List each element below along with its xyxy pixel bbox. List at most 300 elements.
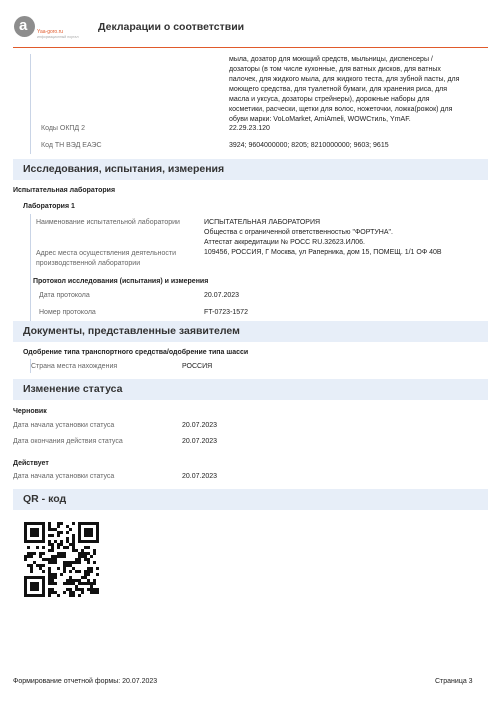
qr-module: [57, 522, 60, 525]
protocol-date-value: 20.07.2023: [204, 292, 240, 299]
draft-set-value: 20.07.2023: [182, 422, 218, 429]
qr-module: [84, 555, 87, 558]
lab-name-line: ИСПЫТАТЕЛЬНАЯ ЛАБОРАТОРИЯ: [204, 219, 321, 226]
qr-module: [81, 552, 84, 555]
qr-module: [30, 576, 33, 579]
qr-module: [87, 522, 90, 525]
qr-module: [42, 534, 45, 537]
qr-module: [96, 573, 99, 576]
qr-module: [66, 579, 69, 582]
qr-module: [36, 546, 39, 549]
qr-module: [87, 567, 90, 570]
qr-module: [78, 588, 81, 591]
qr-module: [51, 582, 54, 585]
qr-module: [27, 540, 30, 543]
lab-address-label-2: производственной лаборатории: [36, 260, 141, 267]
qr-module: [57, 534, 60, 537]
qr-module: [42, 528, 45, 531]
page-number: Страница 3: [435, 678, 473, 685]
qr-module: [72, 522, 75, 525]
qr-module: [69, 588, 72, 591]
qr-module: [96, 591, 99, 594]
okpd-label: Коды ОКПД 2: [41, 125, 86, 132]
qr-module: [63, 546, 66, 549]
qr-module: [66, 525, 69, 528]
qr-module: [78, 540, 81, 543]
qr-module: [81, 591, 84, 594]
qr-module: [51, 534, 54, 537]
qr-module: [81, 582, 84, 585]
qr-module: [24, 534, 27, 537]
qr-module: [42, 585, 45, 588]
qr-module: [87, 552, 90, 555]
qr-module: [57, 543, 60, 546]
qr-module: [60, 522, 63, 525]
qr-module: [78, 531, 81, 534]
qr-module: [30, 564, 33, 567]
section-title: Исследования, испытания, измерения: [23, 163, 225, 175]
qr-module: [90, 534, 93, 537]
qr-module: [96, 534, 99, 537]
qr-module: [42, 582, 45, 585]
qr-module: [66, 540, 69, 543]
qr-module: [57, 531, 60, 534]
qr-module: [27, 594, 30, 597]
qr-module: [63, 567, 66, 570]
qr-module: [27, 555, 30, 558]
qr-module: [36, 522, 39, 525]
qr-module: [54, 540, 57, 543]
qr-module: [84, 573, 87, 576]
qr-module: [90, 585, 93, 588]
qr-module: [48, 534, 51, 537]
qr-module: [24, 582, 27, 585]
qr-module: [36, 540, 39, 543]
qr-module: [36, 534, 39, 537]
qr-module: [90, 540, 93, 543]
qr-module: [36, 585, 39, 588]
qr-module: [87, 582, 90, 585]
qr-module: [24, 558, 27, 561]
page-title: Декларации о соответствии: [98, 21, 245, 33]
qr-module: [75, 579, 78, 582]
qr-module: [30, 594, 33, 597]
qr-module: [93, 561, 96, 564]
qr-module: [24, 522, 27, 525]
draft-set-label: Дата начала установки статуса: [13, 422, 115, 429]
qr-module: [33, 552, 36, 555]
qr-module: [27, 576, 30, 579]
qr-module: [75, 561, 78, 564]
qr-module: [51, 543, 54, 546]
qr-module: [48, 525, 51, 528]
qr-module: [63, 582, 66, 585]
qr-module: [54, 555, 57, 558]
qr-module: [93, 522, 96, 525]
report-generated-date: Формирование отчетной формы: 20.07.2023: [13, 678, 158, 685]
qr-module: [69, 564, 72, 567]
qr-module: [27, 546, 30, 549]
qr-module: [63, 555, 66, 558]
qr-module: [90, 588, 93, 591]
qr-module: [33, 528, 36, 531]
qr-module: [66, 564, 69, 567]
qr-module: [30, 552, 33, 555]
qr-module: [72, 594, 75, 597]
lab-rule: [30, 214, 31, 321]
qr-module: [72, 549, 75, 552]
qr-module: [81, 540, 84, 543]
qr-module: [78, 555, 81, 558]
qr-module: [48, 573, 51, 576]
qr-module: [33, 585, 36, 588]
qr-module: [81, 555, 84, 558]
qr-module: [30, 531, 33, 534]
lab-name-line: Общества с ограниченной ответственностью "ФОРТУНА".: [204, 229, 393, 236]
qr-module: [54, 558, 57, 561]
qr-module: [42, 576, 45, 579]
qr-module: [42, 522, 45, 525]
qr-module: [57, 546, 60, 549]
qr-module: [57, 594, 60, 597]
qr-module: [72, 579, 75, 582]
qr-module: [78, 552, 81, 555]
qr-module: [30, 567, 33, 570]
qr-module: [48, 582, 51, 585]
section-research: [13, 159, 488, 180]
qr-module: [24, 579, 27, 582]
qr-module: [48, 594, 51, 597]
active-set-value: 20.07.2023: [182, 473, 218, 480]
active-set-label: Дата начала установки статуса: [13, 473, 115, 480]
draft-end-label: Дата окончания действия статуса: [13, 438, 123, 445]
qr-module: [69, 570, 72, 573]
qr-module: [84, 540, 87, 543]
qr-module: [96, 528, 99, 531]
qr-module: [96, 525, 99, 528]
qr-module: [72, 582, 75, 585]
qr-module: [42, 594, 45, 597]
qr-module: [96, 567, 99, 570]
qr-module: [93, 552, 96, 555]
qr-module: [39, 540, 42, 543]
lab-heading: Испытательная лаборатория: [13, 187, 116, 194]
qr-module: [87, 579, 90, 582]
qr-module: [51, 555, 54, 558]
qr-module: [63, 591, 66, 594]
logo-site-name: Yaa-goro.ru: [37, 29, 64, 35]
qr-module: [66, 531, 69, 534]
qr-module: [90, 528, 93, 531]
qr-module: [90, 582, 93, 585]
qr-module: [87, 528, 90, 531]
qr-code-icon: [24, 522, 99, 597]
qr-module: [75, 588, 78, 591]
qr-module: [87, 540, 90, 543]
lab-name-label: Наименование испытательной лаборатории: [36, 219, 180, 226]
qr-module: [90, 555, 93, 558]
draft-end-value: 20.07.2023: [182, 438, 218, 445]
qr-module: [54, 573, 57, 576]
qr-module: [51, 546, 54, 549]
qr-module: [87, 546, 90, 549]
qr-module: [54, 591, 57, 594]
tnved-value: 3924; 9604000000; 8205; 8210000000; 9603; 9615: [229, 142, 389, 149]
qr-module: [66, 546, 69, 549]
qr-module: [78, 582, 81, 585]
qr-module: [84, 576, 87, 579]
qr-module: [72, 537, 75, 540]
qr-module: [81, 588, 84, 591]
logo-letter: a: [19, 17, 28, 34]
qr-module: [42, 540, 45, 543]
qr-module: [33, 561, 36, 564]
qr-module: [51, 588, 54, 591]
protocol-date-label: Дата протокола: [39, 292, 90, 299]
qr-module: [30, 555, 33, 558]
qr-module: [24, 555, 27, 558]
description-line: масла и уксуса, дозаторы стрейнеры), дорожные наборы для: [229, 96, 430, 103]
qr-module: [93, 582, 96, 585]
qr-module: [42, 537, 45, 540]
qr-module: [39, 552, 42, 555]
qr-module: [78, 579, 81, 582]
product-description: [229, 55, 491, 125]
qr-module: [42, 579, 45, 582]
qr-module: [96, 540, 99, 543]
tnved-label: Код ТН ВЭД ЕАЭС: [41, 142, 102, 149]
qr-module: [30, 588, 33, 591]
qr-module: [48, 588, 51, 591]
qr-module: [48, 576, 51, 579]
qr-module: [30, 522, 33, 525]
qr-module: [63, 561, 66, 564]
qr-module: [72, 591, 75, 594]
section-status: [13, 379, 488, 400]
header-divider: [13, 47, 488, 48]
qr-module: [84, 534, 87, 537]
qr-module: [84, 546, 87, 549]
qr-module: [87, 573, 90, 576]
qr-module: [48, 528, 51, 531]
qr-module: [57, 567, 60, 570]
qr-module: [81, 576, 84, 579]
qr-module: [30, 534, 33, 537]
qr-module: [36, 588, 39, 591]
qr-module: [42, 564, 45, 567]
qr-module: [69, 594, 72, 597]
qr-module: [69, 528, 72, 531]
qr-module: [39, 594, 42, 597]
qr-module: [39, 555, 42, 558]
qr-module: [24, 531, 27, 534]
qr-module: [48, 579, 51, 582]
qr-module: [27, 552, 30, 555]
qr-module: [69, 579, 72, 582]
qr-module: [51, 579, 54, 582]
qr-module: [57, 552, 60, 555]
qr-module: [57, 525, 60, 528]
qr-module: [39, 522, 42, 525]
qr-module: [81, 522, 84, 525]
qr-module: [78, 561, 81, 564]
qr-module: [51, 549, 54, 552]
lab-address-label: Адрес места осуществления деятельности: [36, 250, 177, 257]
qr-module: [24, 525, 27, 528]
qr-module: [42, 546, 45, 549]
qr-module: [45, 558, 48, 561]
description-line: моющего средства, для туалетной бумаги, для хранения риса, для: [229, 86, 448, 93]
qr-module: [84, 570, 87, 573]
qr-module: [72, 561, 75, 564]
qr-module: [93, 540, 96, 543]
qr-module: [87, 558, 90, 561]
qr-module: [87, 570, 90, 573]
left-rule: [30, 54, 31, 154]
qr-module: [60, 543, 63, 546]
qr-module: [69, 591, 72, 594]
qr-module: [93, 591, 96, 594]
qr-module: [66, 582, 69, 585]
qr-module: [24, 585, 27, 588]
qr-module: [42, 558, 45, 561]
qr-module: [87, 561, 90, 564]
qr-module: [36, 564, 39, 567]
qr-module: [72, 540, 75, 543]
qr-module: [48, 591, 51, 594]
qr-module: [42, 591, 45, 594]
qr-module: [93, 579, 96, 582]
qr-module: [66, 588, 69, 591]
qr-module: [51, 558, 54, 561]
qr-module: [39, 567, 42, 570]
qr-module: [54, 576, 57, 579]
qr-module: [24, 528, 27, 531]
lab-address-value: 109456, РОССИЯ, Г Москва, ул Раперника, дом 15, ПОМЕЩ. 1/1 ОФ 40В: [204, 249, 442, 256]
qr-module: [87, 534, 90, 537]
qr-module: [72, 543, 75, 546]
qr-module: [51, 576, 54, 579]
qr-module: [24, 576, 27, 579]
qr-module: [42, 525, 45, 528]
qr-module: [60, 531, 63, 534]
description-line: дозаторы (в том числе кухонные, для ватных дисков, для ватных: [229, 66, 441, 73]
qr-module: [84, 552, 87, 555]
qr-module: [93, 549, 96, 552]
qr-module: [33, 540, 36, 543]
qr-module: [24, 588, 27, 591]
qr-module: [33, 582, 36, 585]
qr-module: [48, 561, 51, 564]
lab-name: Лаборатория 1: [23, 203, 75, 210]
section-title: Документы, представленные заявителем: [23, 325, 240, 337]
qr-module: [78, 558, 81, 561]
qr-module: [81, 549, 84, 552]
qr-module: [24, 537, 27, 540]
qr-module: [33, 531, 36, 534]
qr-module: [75, 549, 78, 552]
qr-module: [66, 561, 69, 564]
qr-module: [72, 567, 75, 570]
qr-module: [72, 534, 75, 537]
qr-module: [63, 564, 66, 567]
qr-module: [30, 585, 33, 588]
qr-module: [84, 531, 87, 534]
qr-module: [72, 546, 75, 549]
status-active-heading: Действует: [13, 460, 49, 467]
protocol-number-label: Номер протокола: [39, 309, 96, 316]
qr-module: [90, 531, 93, 534]
qr-module: [42, 588, 45, 591]
lab-accreditation: Аттестат аккредитации № РОСС RU.32623.ИЛ06.: [204, 239, 365, 246]
protocol-number-value: FT-0723-1572: [204, 309, 248, 316]
qr-module: [90, 567, 93, 570]
qr-module: [75, 585, 78, 588]
qr-module: [24, 591, 27, 594]
qr-module: [90, 591, 93, 594]
qr-module: [63, 570, 66, 573]
qr-module: [33, 588, 36, 591]
qr-module: [36, 528, 39, 531]
qr-module: [36, 582, 39, 585]
qr-module: [42, 552, 45, 555]
qr-module: [69, 576, 72, 579]
qr-module: [33, 576, 36, 579]
qr-module: [33, 522, 36, 525]
qr-module: [69, 561, 72, 564]
qr-module: [75, 558, 78, 561]
qr-module: [39, 564, 42, 567]
logo-icon: [14, 16, 35, 37]
qr-module: [78, 525, 81, 528]
qr-module: [30, 540, 33, 543]
country-label: Страна места нахождения: [31, 363, 118, 370]
qr-module: [30, 570, 33, 573]
qr-module: [90, 522, 93, 525]
logo-tagline: информационный портал: [37, 35, 79, 39]
qr-module: [48, 543, 51, 546]
qr-module: [48, 567, 51, 570]
qr-module: [48, 549, 51, 552]
qr-module: [33, 534, 36, 537]
qr-module: [96, 588, 99, 591]
qr-module: [36, 594, 39, 597]
qr-module: [36, 576, 39, 579]
qr-module: [69, 582, 72, 585]
qr-module: [78, 594, 81, 597]
qr-module: [78, 534, 81, 537]
qr-module: [87, 531, 90, 534]
qr-module: [48, 570, 51, 573]
qr-module: [54, 528, 57, 531]
qr-module: [30, 582, 33, 585]
okpd-value: 22.29.23.120: [229, 125, 270, 132]
qr-module: [57, 555, 60, 558]
section-title: QR - код: [23, 493, 67, 505]
qr-module: [75, 570, 78, 573]
qr-module: [60, 552, 63, 555]
qr-module: [87, 588, 90, 591]
description-line: обуви марки: VoLoMarket, AmiAmeli, WOWСтиль, YmAF.: [229, 116, 411, 123]
qr-module: [96, 522, 99, 525]
qr-module: [54, 561, 57, 564]
qr-module: [33, 594, 36, 597]
qr-module: [84, 522, 87, 525]
qr-module: [84, 528, 87, 531]
qr-module: [60, 555, 63, 558]
qr-module: [24, 540, 27, 543]
qr-module: [51, 561, 54, 564]
